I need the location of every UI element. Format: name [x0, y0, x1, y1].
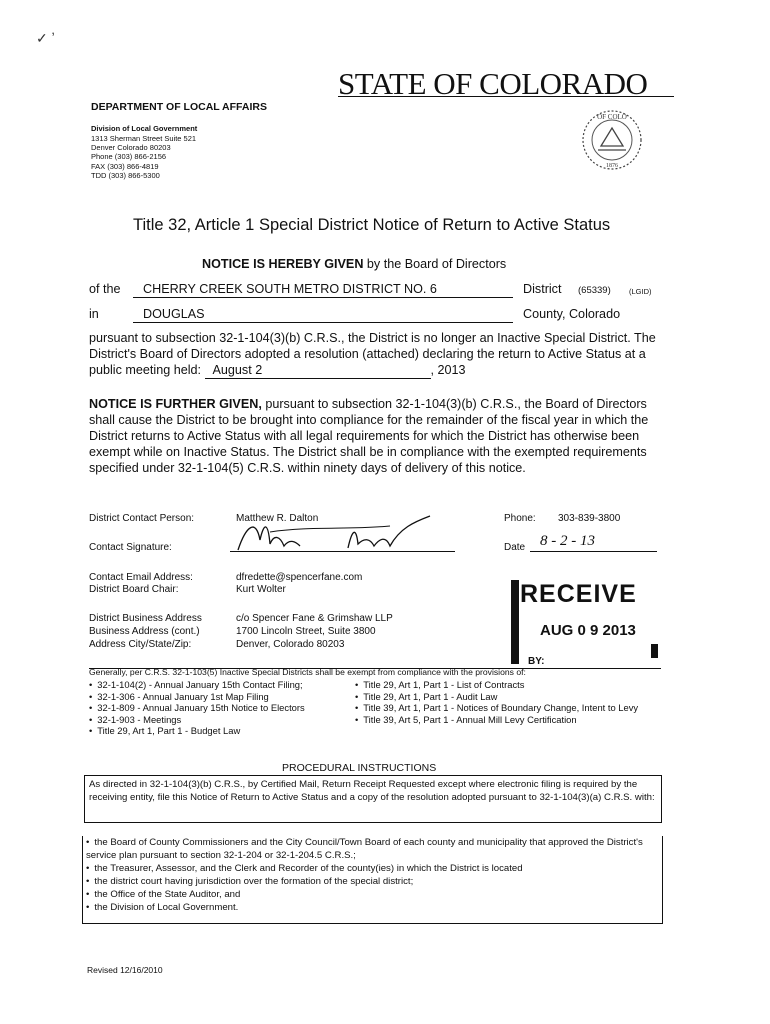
city-state-zip: Denver, Colorado 80203 — [236, 639, 345, 650]
of-the-label: of the — [89, 282, 121, 296]
seal-year: 1876 — [606, 163, 618, 169]
business-address-label: District Business Address — [89, 613, 202, 624]
list-item: • the district court having jurisdiction over the formation of the special district; — [86, 875, 656, 888]
procedural-heading: PROCEDURAL INSTRUCTIONS — [282, 762, 437, 774]
list-left-rule — [82, 836, 83, 924]
received-date-stamp: AUG 0 9 2013 — [540, 622, 636, 639]
meeting-date-field[interactable]: August 2 — [205, 362, 431, 379]
received-stamp: RECEIVE — [520, 580, 637, 608]
business-address-cont-label: Business Address (cont.) — [89, 626, 200, 637]
county-label: County, Colorado — [523, 307, 621, 321]
state-title: STATE OF COLORADO — [338, 66, 648, 101]
lgid-number: (65339) — [578, 285, 611, 296]
board-chair: Kurt Wolter — [236, 584, 286, 595]
seal-top-text: OF COLO — [597, 113, 627, 121]
list-item: • the Treasurer, Assessor, and the Clerk and Recorder of the county(ies) in which the District is located — [86, 862, 656, 875]
list-item: • the Division of Local Government. — [86, 901, 656, 914]
list-item: • Title 29, Art 1, Part 1 - Budget Law — [89, 725, 351, 737]
contact-person: Matthew R. Dalton — [236, 513, 319, 524]
list-item: • 32-1-903 - Meetings — [89, 714, 351, 726]
in-label: in — [89, 307, 99, 321]
date-line — [530, 551, 657, 552]
stamp-bar — [511, 580, 519, 664]
list-item: • 32-1-104(2) - Annual January 15th Contact Filing; — [89, 679, 351, 691]
form-title: Title 32, Article 1 Special District Notice of Return to Active Status — [133, 216, 611, 234]
list-item: • the Office of the State Auditor, and — [86, 888, 656, 901]
department-name: DEPARTMENT OF LOCAL AFFAIRS — [91, 101, 267, 113]
revised-date: Revised 12/16/2010 — [87, 965, 163, 975]
phone-label: Phone: — [504, 513, 536, 524]
list-item: • Title 29, Art 1, Part 1 - Audit Law — [355, 691, 660, 703]
exempt-list-right — [355, 679, 660, 725]
exempt-list-left — [89, 679, 351, 737]
lgid-label: (LGID) — [629, 287, 652, 296]
contact-person-label: District Contact Person: — [89, 513, 195, 524]
list-bottom-rule — [82, 923, 662, 924]
list-item: • 32-1-809 - Annual January 15th Notice to Electors — [89, 702, 351, 714]
phone-number: 303-839-3800 — [558, 513, 621, 524]
signature-date: 8 - 2 - 13 — [540, 533, 595, 549]
list-item: • Title 39, Art 1, Part 1 - Notices of Boundary Change, Intent to Levy — [355, 702, 660, 714]
received-by: BY: — [528, 656, 545, 667]
contact-email: dfredette@spencerfane.com — [236, 572, 363, 583]
state-seal — [574, 106, 654, 176]
email-label: Contact Email Address: — [89, 572, 193, 583]
exempt-intro: Generally, per C.R.S. 32-1-103(5) Inactive Special Districts shall be exempt from compliance with the provisions of: — [89, 667, 526, 677]
district-name-field[interactable]: CHERRY CREEK SOUTH METRO DISTRICT NO. 6 — [133, 281, 513, 298]
stray-marks: ✓ ʼ — [36, 30, 55, 46]
county-field[interactable]: DOUGLAS — [133, 306, 513, 323]
paragraph-further: NOTICE IS FURTHER GIVEN, pursuant to subsection 32-1-104(3)(b) C.R.S., the Board of Directors shall cause the District to be brought into compliance for the remainder of the fiscal year in which the District returns to Active Status with all legal requirements for which the District has otherwise been exempt while on Inactive Status. The District shall be in compliance with the exempted requirements specified under 32-1-104(5) C.R.S. within ninety days of delivery of this notice. — [89, 397, 649, 475]
notice-intro: NOTICE IS HEREBY GIVEN by the Board of Directors — [202, 257, 507, 271]
district-label: District — [523, 282, 562, 296]
list-item: • Title 29, Art 1, Part 1 - List of Contracts — [355, 679, 660, 691]
procedural-box: As directed in 32-1-104(3)(b) C.R.S., by Certified Mail, Return Receipt Requested except where electronic filing is required by the receiving entity, file this Notice of Return to Active Status and a copy of the resolution adopted pursuant to 32-1-104(3)(a) C.R.S. with: — [84, 775, 662, 823]
paragraph-inactive: pursuant to subsection 32-1-104(3)(b) C.R.S., the District is no longer an Inactive Special District. The District's Board of Directors adopted a resolution (attached) declaring the return to Active Status at a public meeting held: August 2 , 2013 — [89, 331, 656, 377]
list-item: • the Board of County Commissioners and the City Council/Town Board of each county and municipality that approved the District's service plan pursuant to section 32-1-204 or 32-1-204.5 C.R.S.; — [86, 836, 656, 862]
stamp-mark — [651, 644, 658, 658]
agency-address: 1313 Sherman Street Suite 521 Denver Colorado 80203 Phone (303) 866-2156 FAX (303) 866-4819 TDD (303) 866-5300 — [91, 134, 197, 180]
business-address: c/o Spencer Fane & Grimshaw LLP — [236, 613, 393, 624]
handwritten-signature — [230, 508, 460, 556]
signature-label: Contact Signature: — [89, 542, 172, 553]
list-item: • 32-1-306 - Annual January 1st Map Filing — [89, 691, 351, 703]
city-state-zip-label: Address City/State/Zip: — [89, 639, 192, 650]
date-label: Date — [504, 542, 526, 553]
list-right-rule — [662, 836, 663, 924]
meeting-year: , 2013 — [430, 363, 466, 377]
chair-label: District Board Chair: — [89, 584, 179, 595]
division-name: Division of Local Government — [91, 124, 198, 133]
business-address-cont: 1700 Lincoln Street, Suite 3800 — [236, 626, 376, 637]
list-item: • Title 39, Art 5, Part 1 - Annual Mill Levy Certification — [355, 714, 660, 726]
procedural-list — [86, 836, 656, 914]
